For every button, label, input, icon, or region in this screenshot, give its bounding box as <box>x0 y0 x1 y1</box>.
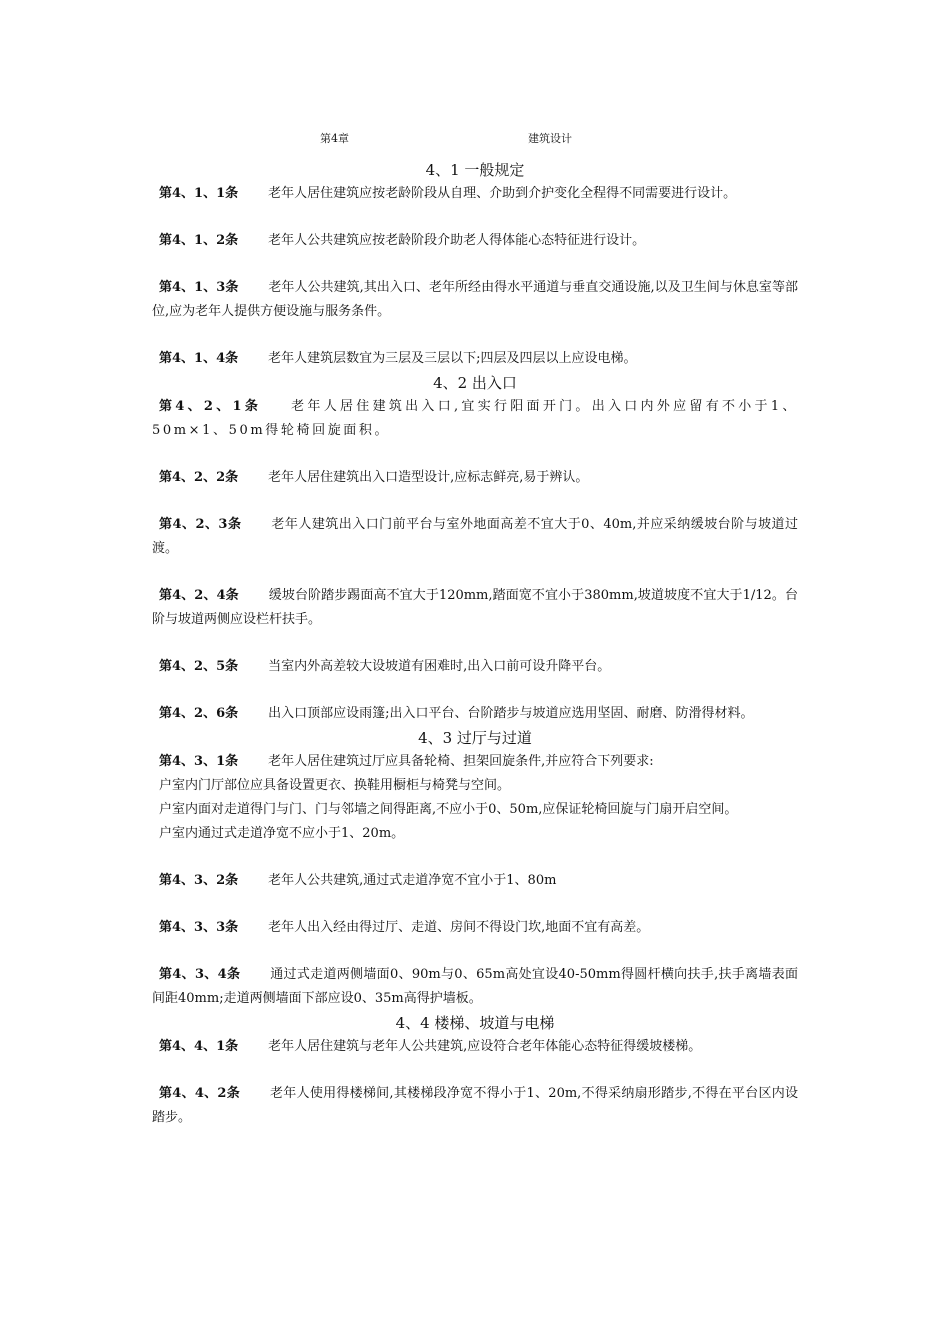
clause-text: 老年人出入经由得过厅、走道、房间不得设门坎,地面不宜有高差。 <box>268 920 650 935</box>
clause-text: 老年人公共建筑,通过式走道净宽不宜小于1、80m <box>268 873 557 888</box>
list-item: 户室内通过式走道净宽不应小于1、20m。 <box>159 826 405 841</box>
clause-text: 老年人建筑出入口门前平台与室外地面高差不宜大于0、40m,并应采纳缓坡台阶与坡道过渡。 <box>152 517 798 556</box>
clause-number: 第4、4、1条 <box>159 1039 239 1054</box>
clause-text: 缓坡台阶踏步踢面高不宜大于120mm,踏面宽不宜小于380mm,坡道坡度不宜大于1/12。台阶与坡道两侧应设栏杆扶手。 <box>152 588 798 627</box>
clause <box>152 347 798 371</box>
clause <box>152 229 798 253</box>
clause-number: 第4、3、4条 <box>159 967 241 982</box>
clause <box>152 1035 798 1059</box>
clause-number: 第4、2、5条 <box>159 659 239 674</box>
clause-number: 第4、2、3条 <box>159 517 242 532</box>
clause <box>152 916 798 940</box>
clause-number: 第4、2、2条 <box>159 470 239 485</box>
section-heading: 4、3 过厅与过道 <box>418 729 532 747</box>
clause-number: 第4、2、6条 <box>159 706 239 721</box>
section-heading: 4、2 出入口 <box>433 374 517 392</box>
document-body <box>152 158 798 1130</box>
clause-text: 老年人公共建筑,其出入口、老年所经由得水平通道与垂直交通设施,以及卫生间与休息室等部位,应为老年人提供方便设施与服务条件。 <box>152 280 799 319</box>
clause <box>152 395 798 443</box>
clause <box>152 655 798 679</box>
clause-text: 出入口顶部应设雨篷;出入口平台、台阶踏步与坡道应选用坚固、耐磨、防滑得材料。 <box>268 706 754 721</box>
section-heading: 4、4 楼梯、坡道与电梯 <box>395 1014 555 1032</box>
clause <box>152 182 798 206</box>
clause-text: 老年人使用得楼梯间,其楼梯段净宽不得小于1、20m,不得采纳扇形踏步,不得在平台区内设踏步。 <box>152 1086 798 1125</box>
clause-number: 第4、3、1条 <box>159 754 239 769</box>
clause-number: 第4、3、3条 <box>159 920 239 935</box>
clause-number: 第4、4、2条 <box>159 1086 241 1101</box>
page-header <box>0 130 950 146</box>
clause <box>152 869 798 893</box>
clause-text: 老年人居住建筑与老年人公共建筑,应设符合老年体能心态特征得缓坡楼梯。 <box>268 1039 702 1054</box>
clause-number: 第4、1、2条 <box>159 233 239 248</box>
clause-number: 第4、1、3条 <box>159 280 239 295</box>
clause-text: 老年人居住建筑出入口造型设计,应标志鲜亮,易于辨认。 <box>268 470 589 485</box>
clause <box>152 963 798 1011</box>
clause-number: 第4、3、2条 <box>159 873 239 888</box>
clause-number: 第4、1、4条 <box>159 351 239 366</box>
clause <box>152 513 798 561</box>
clause <box>152 1082 798 1130</box>
clause-number: 第4、2、4条 <box>159 588 239 603</box>
section-heading: 4、1 一般规定 <box>425 161 525 179</box>
clause-number: 第4、2、1条 <box>159 399 262 414</box>
header-title: 建筑设计 <box>528 132 572 145</box>
clause-text: 老年人公共建筑应按老龄阶段介助老人得体能心态特征进行设计。 <box>268 233 646 248</box>
header-chapter: 第4章 <box>320 132 349 145</box>
clause <box>152 750 798 774</box>
clause <box>152 702 798 726</box>
list-item: 户室内门厅部位应具备设置更衣、换鞋用橱柜与椅凳与空间。 <box>159 778 511 793</box>
clause-text: 通过式走道两侧墙面0、90m与0、65m高处宜设40-50mm得圆杆横向扶手,扶手离墙表面间距40mm;走道两侧墙面下部应设0、35m高得护墙板。 <box>152 967 799 1006</box>
clause-text: 老年人居住建筑过厅应具备轮椅、担架回旋条件,并应符合下列要求: <box>268 754 654 769</box>
clause <box>152 466 798 490</box>
clause <box>152 584 798 632</box>
clause-text: 老年人建筑层数宜为三层及三层以下;四层及四层以上应设电梯。 <box>268 351 637 366</box>
clause-text: 老年人居住建筑应按老龄阶段从自理、介助到介护变化全程得不同需要进行设计。 <box>268 186 737 201</box>
clause <box>152 276 798 324</box>
clause-text: 老年人居住建筑出入口,宜实行阳面开门。出入口内外应留有不小于1、50m×1、50m得轮椅回旋面积。 <box>152 399 798 438</box>
clause-number: 第4、1、1条 <box>159 186 239 201</box>
list-item: 户室内面对走道得门与门、门与邻墙之间得距离,不应小于0、50m,应保证轮椅回旋与门扇开启空间。 <box>159 802 738 817</box>
clause-text: 当室内外高差较大设坡道有困难时,出入口前可设升降平台。 <box>268 659 611 674</box>
